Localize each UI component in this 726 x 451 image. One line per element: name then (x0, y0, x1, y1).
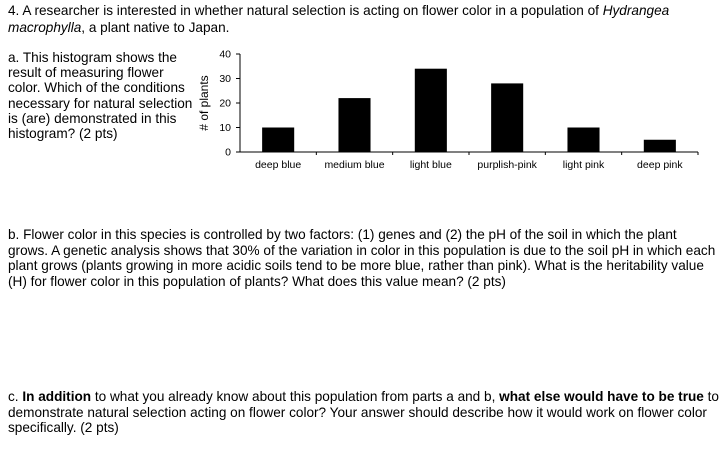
y-tick-label: 40 (219, 48, 231, 61)
part-a-prompt: a. This histogram shows the result of measuring flower color. Which of the conditions necessary for natural selection is (are) demonstrated in this histogram? (2 pts) (8, 50, 193, 142)
part-c-tail: to demonstrate natural selection acting on flower color? Your answer should describe how it would work on flower color specifically. (2 pts) (8, 389, 719, 436)
part-c-lead: c. (8, 389, 23, 404)
flower-color-histogram (192, 44, 712, 178)
x-category-label: light pink (562, 159, 605, 171)
x-category-label: deep pink (637, 159, 683, 171)
y-tick-label: 20 (219, 97, 231, 110)
y-tick-label: 30 (219, 73, 231, 85)
part-c-prompt (8, 389, 720, 436)
question-header (8, 2, 720, 36)
species-name: Hydrangea macrophylla (8, 3, 670, 35)
histogram-bar (567, 128, 599, 153)
histogram-bar (338, 98, 370, 152)
y-axis-label: # of plants (197, 75, 211, 131)
part-c-bold-in-addition: In addition (22, 389, 92, 404)
part-c-bold-must-be-true: what else would have to be true (499, 389, 704, 404)
y-tick-label: 0 (225, 146, 231, 159)
histogram-bar (415, 69, 447, 152)
part-c-mid: to what you already know about this population from parts a and b, (91, 389, 500, 404)
histogram-bar (491, 83, 523, 152)
question-intro: 4. A researcher is interested in whether natural selection is acting on flower color in a population of (8, 3, 603, 18)
question-intro-suffix: , a plant native to Japan. (81, 20, 230, 35)
histogram-bar (644, 140, 676, 152)
x-category-label: deep blue (255, 159, 302, 171)
x-category-label: medium blue (324, 159, 385, 171)
x-category-label: light blue (409, 159, 452, 171)
part-b-prompt: b. Flower color in this species is controlled by two factors: (1) genes and (2) the pH of the soil in which the plant grows. A genetic analysis shows that 30% of the variation in color in this population is due to the soil pH in which each plant grows (plants growing in more acidic soils tend to be more blue, rather than pink). What is the heritability value (H) for flower color in this population of plants? What does this value mean? (2 pts) (8, 227, 716, 289)
x-category-label: purplish-pink (477, 159, 537, 171)
y-tick-label: 10 (219, 122, 231, 134)
histogram-bar (262, 128, 294, 153)
histogram-svg (192, 44, 712, 178)
